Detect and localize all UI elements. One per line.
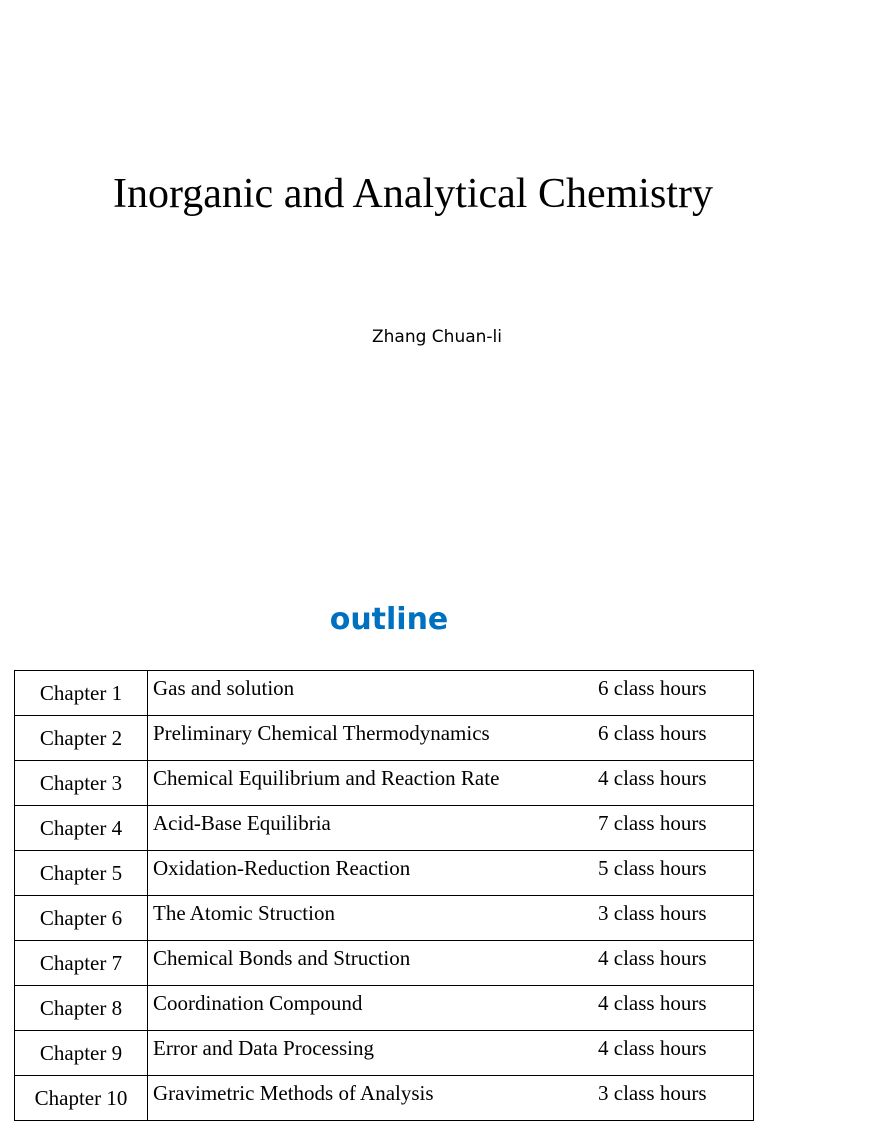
table-row: [15, 986, 754, 1031]
chapter-hours: 4 class hours: [598, 991, 707, 1015]
table-row: [15, 1031, 754, 1076]
chapter-hours: 4 class hours: [598, 766, 707, 790]
chapter-title: Gas and solution: [153, 676, 295, 700]
chapter-cell: [148, 896, 754, 941]
chapter-hours: 7 class hours: [598, 811, 707, 835]
chapter-hours: 3 class hours: [598, 1081, 707, 1105]
slide-title: Inorganic and Analytical Chemistry: [113, 171, 713, 217]
table-row: [15, 851, 754, 896]
chapter-number: Chapter 8: [15, 986, 148, 1031]
chapter-title: Acid-Base Equilibria: [153, 811, 331, 835]
chapter-hours: 4 class hours: [598, 946, 707, 970]
chapter-title: Gravimetric Methods of Analysis: [153, 1081, 434, 1105]
chapter-hours: 4 class hours: [598, 1036, 707, 1060]
chapter-cell: [148, 1031, 754, 1076]
chapter-cell: [148, 761, 754, 806]
chapter-title: Error and Data Processing: [153, 1036, 375, 1060]
chapter-title: Preliminary Chemical Thermodynamics: [153, 721, 490, 745]
chapter-title: Chemical Equilibrium and Reaction Rate: [153, 766, 500, 790]
chapter-number: Chapter 5: [15, 851, 148, 896]
chapter-number: Chapter 1: [15, 671, 148, 716]
chapter-hours: 3 class hours: [598, 901, 707, 925]
table-row: [15, 896, 754, 941]
outline-heading: outline: [329, 602, 449, 637]
chapter-number: Chapter 10: [15, 1076, 148, 1121]
table-row: [15, 671, 754, 716]
outline-table-body: [15, 671, 754, 1121]
table-row: [15, 716, 754, 761]
chapter-cell: [148, 806, 754, 851]
chapter-hours: 6 class hours: [598, 676, 707, 700]
table-row: [15, 941, 754, 986]
chapter-hours: 6 class hours: [598, 721, 707, 745]
chapter-cell: [148, 1076, 754, 1121]
table-row: [15, 761, 754, 806]
chapter-cell: [148, 716, 754, 761]
chapter-cell: [148, 851, 754, 896]
chapter-hours: 5 class hours: [598, 856, 707, 880]
chapter-cell: [148, 941, 754, 986]
outline-table: [14, 670, 754, 1121]
chapter-cell: [148, 671, 754, 716]
author-name: Zhang Chuan-li: [372, 327, 502, 347]
chapter-title: Coordination Compound: [153, 991, 363, 1015]
chapter-cell: [148, 986, 754, 1031]
table-row: [15, 1076, 754, 1121]
chapter-number: Chapter 7: [15, 941, 148, 986]
chapter-title: Oxidation-Reduction Reaction: [153, 856, 411, 880]
chapter-number: Chapter 4: [15, 806, 148, 851]
chapter-number: Chapter 2: [15, 716, 148, 761]
table-row: [15, 806, 754, 851]
chapter-title: The Atomic Struction: [153, 901, 335, 925]
chapter-number: Chapter 9: [15, 1031, 148, 1076]
chapter-title: Chemical Bonds and Struction: [153, 946, 411, 970]
chapter-number: Chapter 6: [15, 896, 148, 941]
chapter-number: Chapter 3: [15, 761, 148, 806]
